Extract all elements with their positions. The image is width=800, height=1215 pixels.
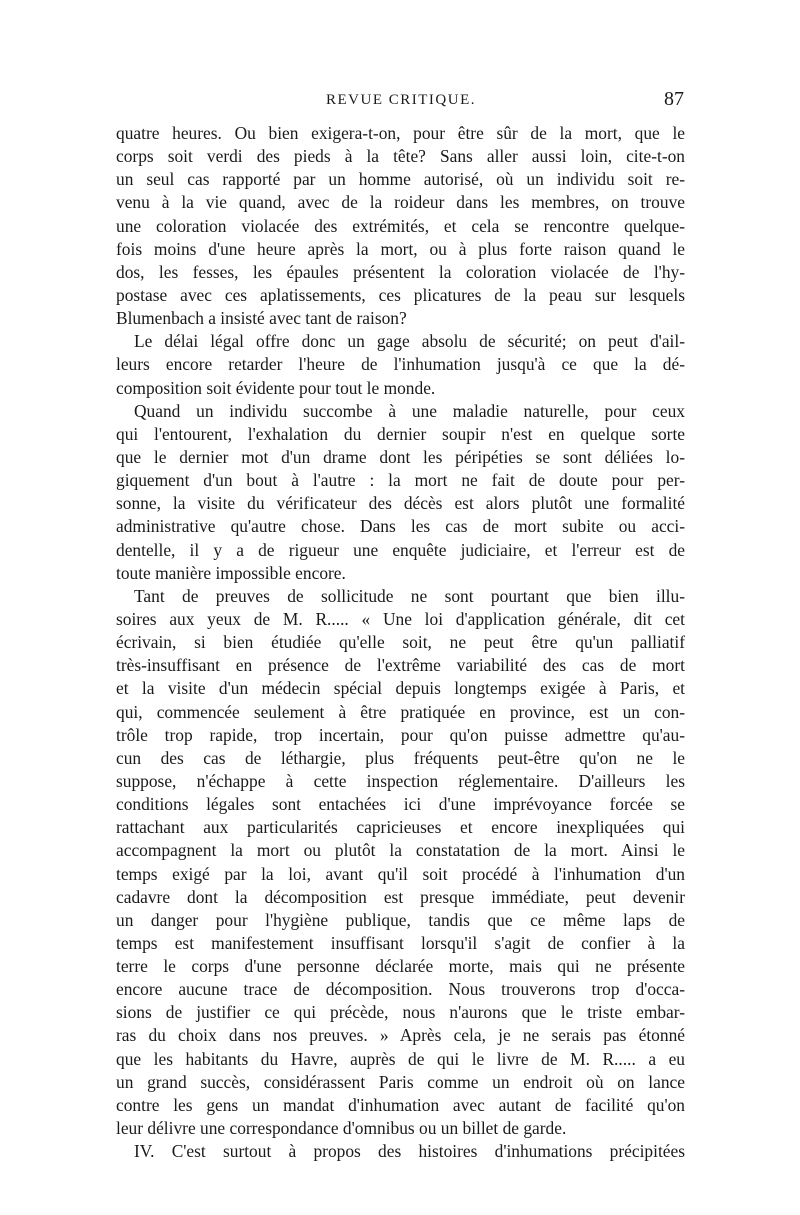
text-line: toute manière impossible encore. (116, 562, 346, 583)
text-line: qui l'entourent, l'exhalation du dernier soupir n'est en quelque sorte (116, 423, 685, 444)
page-number: 87 (664, 88, 684, 110)
text-line: giquement d'un bout à l'autre : la mort ne fait de doute pour per- (116, 470, 685, 491)
running-head (118, 88, 684, 118)
text-line: postase avec ces aplatissements, ces plicatures de la peau sur lesquels (116, 284, 685, 305)
text-line: écrivain, si bien étudiée qu'elle soit, ne peut être qu'un palliatif (116, 632, 685, 653)
text-line: cadavre dont la décomposition est presque immédiate, peut devenir (116, 886, 685, 907)
text-line: leurs encore retarder l'heure de l'inhumation jusqu'à ce que la dé- (116, 354, 685, 375)
text-line: une coloration violacée des extrémités, et cela se rencontre quelque- (116, 215, 685, 236)
text-line: IV. C'est surtout à propos des histoires d'inhumations précipitées (134, 1141, 685, 1162)
text-line: suppose, n'échappe à cette inspection réglementaire. D'ailleurs les (116, 770, 685, 791)
text-line: un seul cas rapporté par un homme autorisé, où un individu soit re- (116, 169, 685, 190)
text-line: conditions légales sont entachées ici d'une imprévoyance forcée se (116, 794, 685, 815)
text-line: administrative qu'autre chose. Dans les cas de mort subite ou acci- (116, 516, 685, 537)
text-line: contre les gens un mandat d'inhumation avec autant de facilité qu'on (116, 1094, 685, 1115)
text-line: venu à la vie quand, avec de la roideur dans les membres, on trouve (116, 192, 685, 213)
text-line: et la visite d'un médecin spécial depuis longtemps exigée à Paris, et (116, 678, 685, 699)
text-line: composition soit évidente pour tout le monde. (116, 377, 436, 398)
text-line: temps est manifestement insuffisant lorsqu'il s'agit de confier à la (116, 932, 685, 953)
text-line: sonne, la visite du vérificateur des décès est alors plutôt une formalité (116, 493, 685, 514)
body-text (116, 122, 685, 1163)
text-line: encore aucune trace de décomposition. Nous trouverons trop d'occa- (116, 979, 685, 1000)
text-line: accompagnent la mort ou plutôt la constatation de la mort. Ainsi le (116, 840, 685, 861)
text-line: terre le corps d'une personne déclarée morte, mais qui ne présente (116, 956, 685, 977)
running-title: REVUE CRITIQUE. (326, 92, 476, 108)
text-line: Le délai légal offre donc un gage absolu de sécurité; on peut d'ail- (134, 331, 685, 352)
text-line: temps exigé par la loi, avant qu'il soit procédé à l'inhumation d'un (116, 863, 685, 884)
text-line: un danger pour l'hygiène publique, tandis que ce même laps de (116, 909, 685, 930)
text-line: ras du choix dans nos preuves. » Après cela, je ne serais pas étonné (116, 1025, 685, 1046)
text-line: fois moins d'une heure après la mort, ou à plus forte raison quand le (116, 238, 685, 259)
text-line: cun des cas de léthargie, plus fréquents peut-être qu'on ne le (116, 747, 685, 768)
text-line: leur délivre une correspondance d'omnibus ou un billet de garde. (116, 1118, 567, 1139)
text-line: Blumenbach a insisté avec tant de raison? (116, 308, 407, 329)
text-line: sions de justifier ce qui précède, nous n'aurons que le triste embar- (116, 1002, 685, 1023)
text-line: corps soit verdi des pieds à la tête? Sans aller aussi loin, cite-t-on (116, 146, 685, 167)
text-line: que les habitants du Havre, auprès de qui le livre de M. R..... a eu (116, 1048, 685, 1069)
text-line: dentelle, il y a de rigueur une enquête judiciaire, et l'erreur est de (116, 539, 685, 560)
text-line: très-insuffisant en présence de l'extrême variabilité des cas de mort (116, 655, 685, 676)
text-line: trôle trop rapide, trop incertain, pour qu'on puisse admettre qu'au- (116, 724, 685, 745)
text-line: Quand un individu succombe à une maladie naturelle, pour ceux (134, 400, 685, 421)
text-line: qui, commencée seulement à être pratiquée en province, est un con- (116, 701, 685, 722)
text-line: dos, les fesses, les épaules présentent la coloration violacée de l'hy- (116, 261, 685, 282)
text-line: Tant de preuves de sollicitude ne sont pourtant que bien illu- (134, 585, 685, 606)
text-line: un grand succès, considérassent Paris comme un endroit où on lance (116, 1071, 685, 1092)
text-line: quatre heures. Ou bien exigera-t-on, pour être sûr de la mort, que le (116, 123, 685, 143)
text-line: que le dernier mot d'un drame dont les péripéties se sont déliées lo- (116, 446, 685, 467)
text-line: rattachant aux particularités capricieuses et encore inexpliquées qui (116, 817, 685, 838)
text-line: soires aux yeux de M. R..... « Une loi d'application générale, dit cet (116, 608, 685, 629)
